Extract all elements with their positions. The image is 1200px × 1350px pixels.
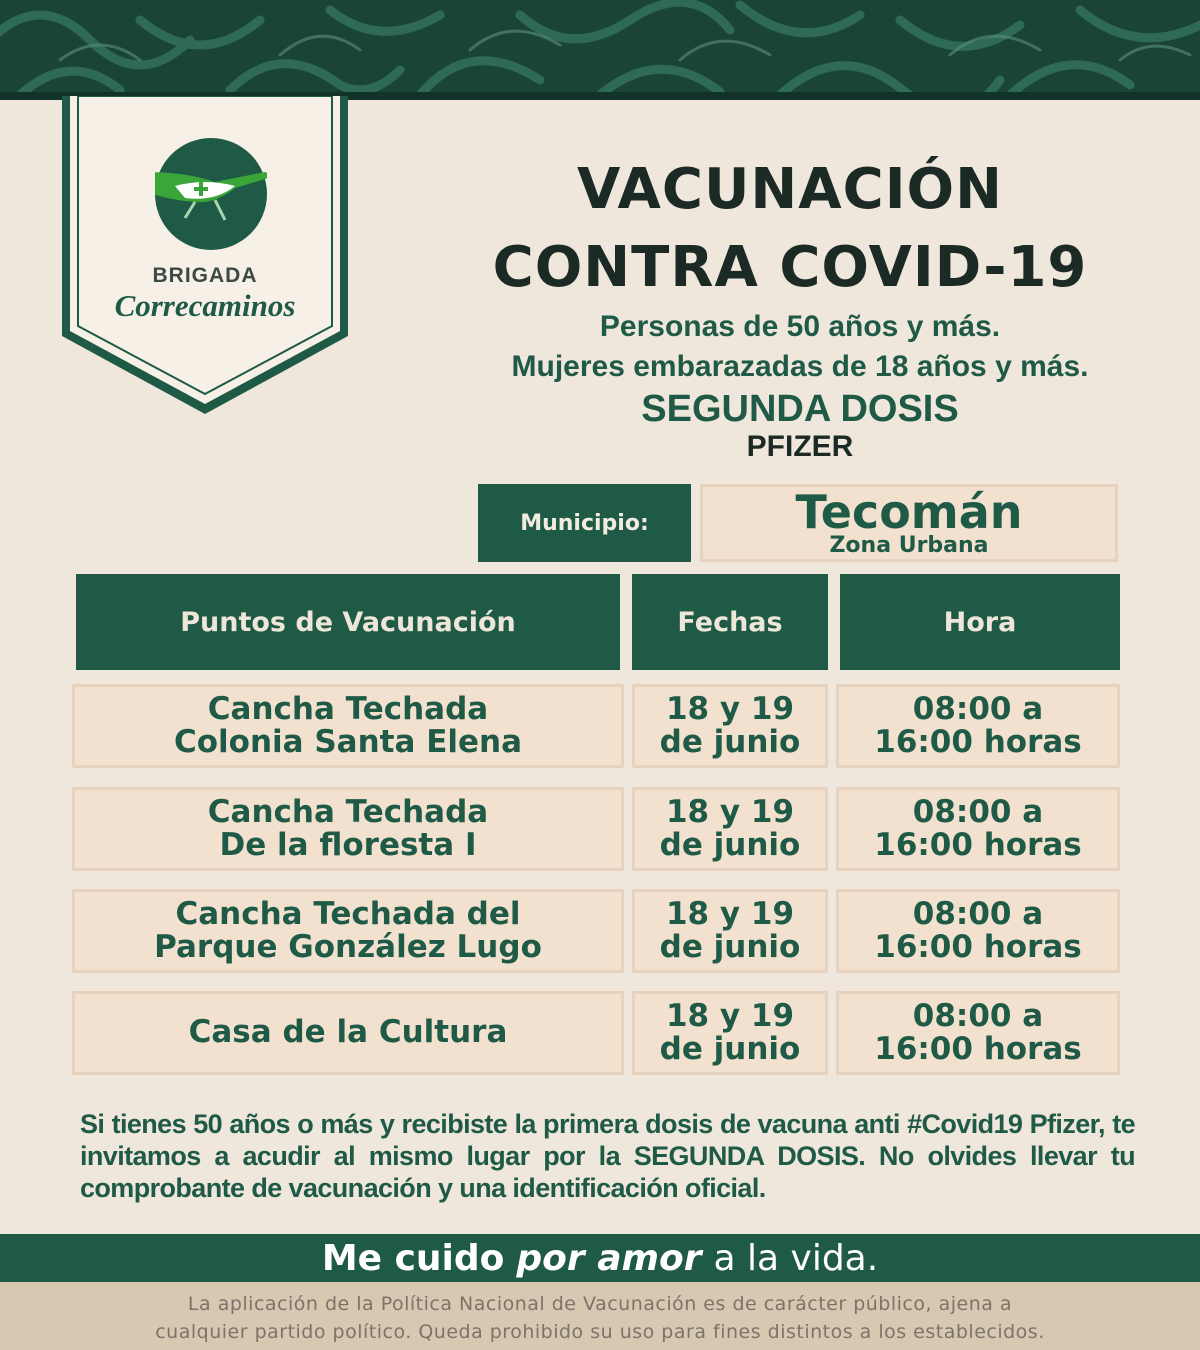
table-row-date — [632, 684, 828, 768]
brand-brigada: BRIGADA — [152, 264, 258, 287]
table-row-time — [836, 991, 1120, 1075]
table-row-time — [836, 889, 1120, 973]
date-line-2: de junio — [659, 929, 801, 965]
table-row-time — [836, 684, 1120, 768]
time-line-2: 16:00 horas — [874, 827, 1082, 863]
place-line-1: Cancha Techada del — [175, 895, 521, 932]
place-line-1: Cancha Techada — [207, 690, 489, 727]
date-line-1: 18 y 19 — [665, 793, 795, 830]
place-line-2: Colonia Santa Elena — [173, 724, 523, 760]
date-line-2: de junio — [659, 724, 801, 760]
date-line-1: 18 y 19 — [665, 895, 795, 932]
table-row-time — [836, 787, 1120, 871]
subtitle-line-1: Personas de 50 años y más. — [599, 310, 1001, 343]
title-line-1: VACUNACIÓN — [576, 157, 1004, 222]
dose-label: SEGUNDA DOSIS — [641, 388, 959, 430]
slogan-band — [0, 1234, 1200, 1282]
header-places: Puntos de Vacunación — [76, 574, 620, 670]
municipio-label: Municipio: — [478, 484, 691, 562]
table-row-place — [72, 787, 624, 871]
slogan-part-2: por amor — [516, 1237, 702, 1279]
table-row-place — [72, 684, 624, 768]
legal-footer — [0, 1282, 1200, 1350]
time-line-2: 16:00 horas — [874, 929, 1082, 965]
time-line-1: 08:00 a — [912, 793, 1044, 830]
vaccine-label: PFIZER — [746, 430, 854, 463]
date-line-1: 18 y 19 — [665, 997, 795, 1034]
place-line-1: Casa de la Cultura — [188, 1014, 508, 1051]
slogan-part-3: a la vida. — [713, 1237, 879, 1279]
place-line-1: Cancha Techada — [207, 793, 489, 830]
municipio-name: Tecomán — [795, 485, 1023, 539]
footer-line-2: cualquier partido político. Queda prohibido su uso para fines distintos a los establecidos. — [155, 1321, 1045, 1343]
brand-correcaminos: Correcaminos — [114, 288, 296, 323]
header-time: Hora — [840, 574, 1120, 670]
time-line-2: 16:00 horas — [874, 1031, 1082, 1067]
time-line-2: 16:00 horas — [874, 724, 1082, 760]
date-line-2: de junio — [659, 1031, 801, 1067]
table-row-place — [72, 991, 624, 1075]
table-row-date — [632, 787, 828, 871]
place-line-2: De la floresta I — [219, 827, 477, 863]
header-dates: Fechas — [632, 574, 828, 670]
time-line-1: 08:00 a — [912, 895, 1044, 932]
slogan-part-1: Me cuido — [321, 1237, 505, 1279]
time-line-1: 08:00 a — [912, 690, 1044, 727]
municipio-box — [700, 484, 1118, 562]
brigada-banner — [60, 96, 350, 416]
date-line-2: de junio — [659, 827, 801, 863]
municipio-zone: Zona Urbana — [829, 533, 989, 558]
table-row-date — [632, 889, 828, 973]
time-line-1: 08:00 a — [912, 997, 1044, 1034]
title-line-2: CONTRA COVID-19 — [492, 235, 1088, 300]
table-row-place — [72, 889, 624, 973]
roadrunner-logo — [155, 138, 267, 250]
table-row-date — [632, 991, 828, 1075]
decorative-pattern-band — [0, 0, 1200, 100]
date-line-1: 18 y 19 — [665, 690, 795, 727]
subtitle-line-2: Mujeres embarazadas de 18 años y más. — [511, 350, 1089, 383]
place-line-2: Parque González Lugo — [154, 929, 542, 965]
invitation-note: Si tienes 50 años o más y recibiste la primera dosis de vacuna anti #Covid19 Pfizer, te invitamos a acudir al mismo lugar por la SEGUNDA DOSIS. No olvides llevar tu comprobante de vacunación y una identificación oficial. — [80, 1109, 1135, 1203]
footer-line-1: La aplicación de la Política Nacional de Vacunación es de carácter público, ajena a — [187, 1293, 1013, 1315]
